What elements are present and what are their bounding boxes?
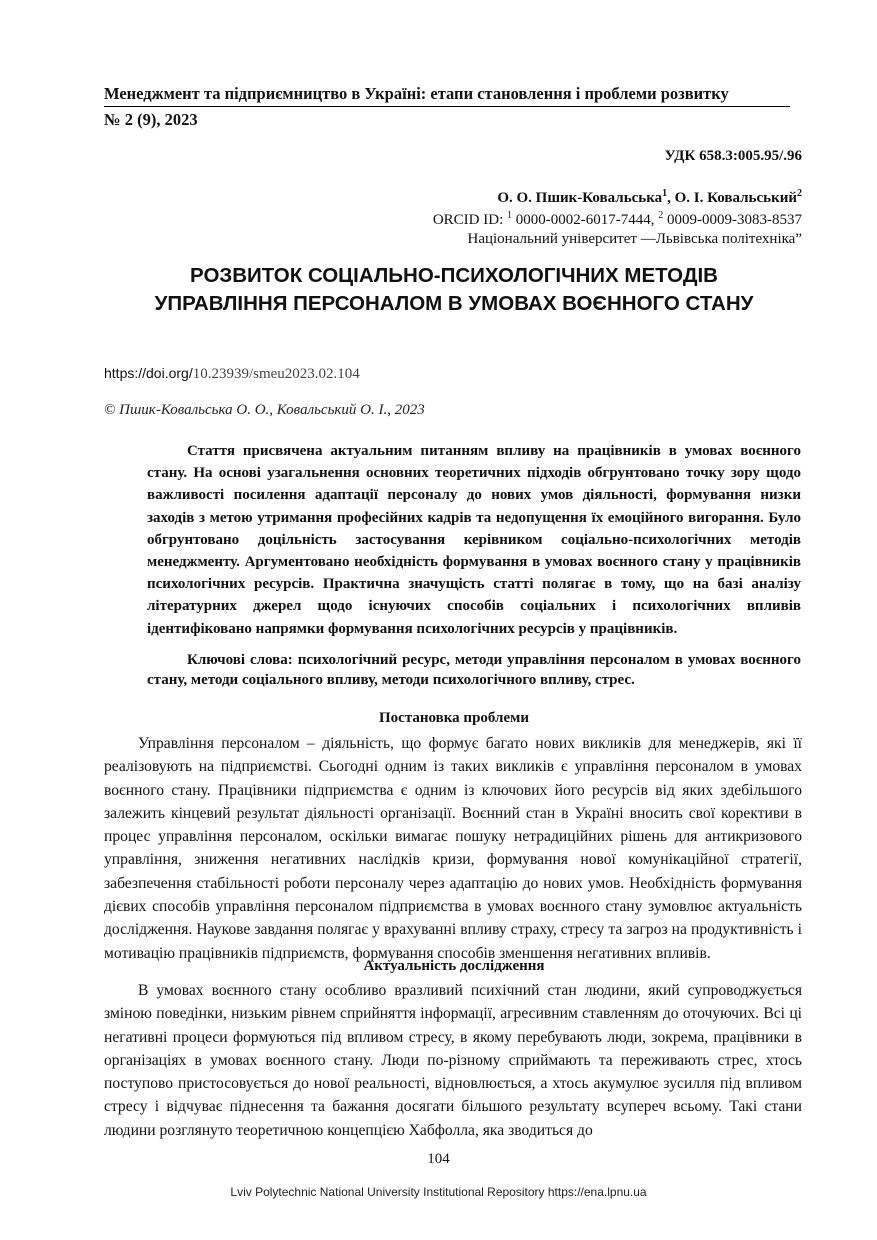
author-separator: , <box>667 190 675 206</box>
section-heading-relevance: Актуальність дослідження <box>363 958 545 974</box>
keywords <box>147 650 801 690</box>
page-number: 104 <box>427 1151 450 1167</box>
orcid-line <box>433 210 802 229</box>
orcid-2-mark: 2 <box>658 210 664 221</box>
orcid-label: ORCID ID: <box>432 212 507 228</box>
author-1-mark: 1 <box>662 188 668 199</box>
section-heading-problem: Постановка проблеми <box>379 710 529 726</box>
orcid-1-mark: 1 <box>507 210 512 221</box>
orcid-2: 0009-0009-3083-8537 <box>663 212 802 228</box>
keywords-text: психологічний ресурс, методи управління персоналом в умовах воєнного стану, методи соціального впливу, методи психологічного впливу, стрес. <box>147 652 801 688</box>
orcid-1: 0000-0002-6017-7444, <box>512 212 659 228</box>
copyright: © Пшик-Ковальська О. О., Ковальський О. І., 2023 <box>104 402 425 418</box>
udk-code: УДК 658.3:005.95/.96 <box>664 148 802 164</box>
author-2: О. І. Ковальський <box>674 190 797 206</box>
doi-suffix: 10.23939/smeu2023.02.104 <box>192 366 360 382</box>
article-title-line-1: РОЗВИТОК СОЦІАЛЬНО-ПСИХОЛОГІЧНИХ МЕТОДІВ <box>190 264 718 287</box>
repository-footer: Lviv Polytechnic National University Institutional Repository https://ena.lpnu.ua <box>230 1185 647 1199</box>
author-2-mark: 2 <box>797 188 802 199</box>
section-text-relevance: В умовах воєнного стану особливо вразливий психічний стан людини, який супроводжується зміною поведінки, низьким рівнем сприйняття інформації, агресивним ставленням до оточуючих. Всі ці негативні процеси формуються під впливом стресу, в якому перебувають люди, зокрема, працівники в організаціях в умовах воєнного стану. Люди по-різному сприймають та переживають стрес, хтось поступово пристосовується до нової реальності, відновлюється, а хтось акумулює зусилля під впливом стресу і відчуває піднесення та бажання досягати більшого результату всупереч всьому. Такі стани людини розглянуто теоретичною концепцією Хабфолла, яка зводиться до <box>104 982 802 1139</box>
keywords-label: Ключові слова: <box>187 652 293 668</box>
header-rule <box>104 106 790 107</box>
article-title <box>104 262 804 318</box>
author-1: О. О. Пшик-Ковальська <box>497 190 663 206</box>
issue-number: № 2 (9), 2023 <box>104 110 198 129</box>
authors-line <box>497 188 802 207</box>
article-title-line-2: УПРАВЛІННЯ ПЕРСОНАЛОМ В УМОВАХ ВОЄННОГО СТАНУ <box>154 292 754 315</box>
abstract: Стаття присвячена актуальним питанням впливу на працівників в умовах воєнного стану. На основі узагальнення основних теоретичних підходів обгрунтовано точку зору щодо важливості посилення адаптації персоналу до нових умов діяльності, формування низки заходів з метою утримання професійних кадрів та недопущення їх емоційного вигорання. Було обгрунтовано доцільність застосування керівником соціально-психологічних методів менеджменту. Аргументовано необхідність формування в умовах воєнного стану у працівників психологічних ресурсів. Практична значущість статті полягає в тому, що на базі аналізу літературних джерел щодо існуючих способів соціальних і психологічних впливів ідентифіковано напрямки формування психологічних ресурсів у працівників. <box>147 443 801 637</box>
affiliation: Національний університет ―Львівська політехніка” <box>467 231 802 247</box>
section-text-problem: Управління персоналом – діяльність, що формує багато нових викликів для менеджерів, які її реалізовують на підприємстві. Сьогодні одним із таких викликів є управління персоналом в умовах воєнного стану. Працівники підприємства є одним із ключових його ресурсів від яких здебільшого залежить кінцевий результат діяльності організації. Воєнний стан в Україні вносить свої корективи в процес управління персоналом, оскільки вимагає пошуку нетрадиційних рішень для антикризового управління, зниження негативних наслідків кризи, формування нової комунікаційної стратегії, забезпечення стабільності роботи персоналу через адаптацію до нових умов. Необхідність формування дієвих способів управління персоналом підприємства в умовах воєнного стану зумовлює актуальність дослідження. Наукове завдання полягає у врахуванні впливу страху, стресу та загроз на продуктивність і мотивацію працівників підприємств, формування способів зменшення негативних впливів. <box>104 735 802 962</box>
doi-prefix: https://doi.org/ <box>104 365 193 381</box>
journal-title: Менеджмент та підприємництво в Україні: етапи становлення і проблеми розвитку <box>104 84 729 103</box>
doi-link[interactable] <box>104 365 360 383</box>
